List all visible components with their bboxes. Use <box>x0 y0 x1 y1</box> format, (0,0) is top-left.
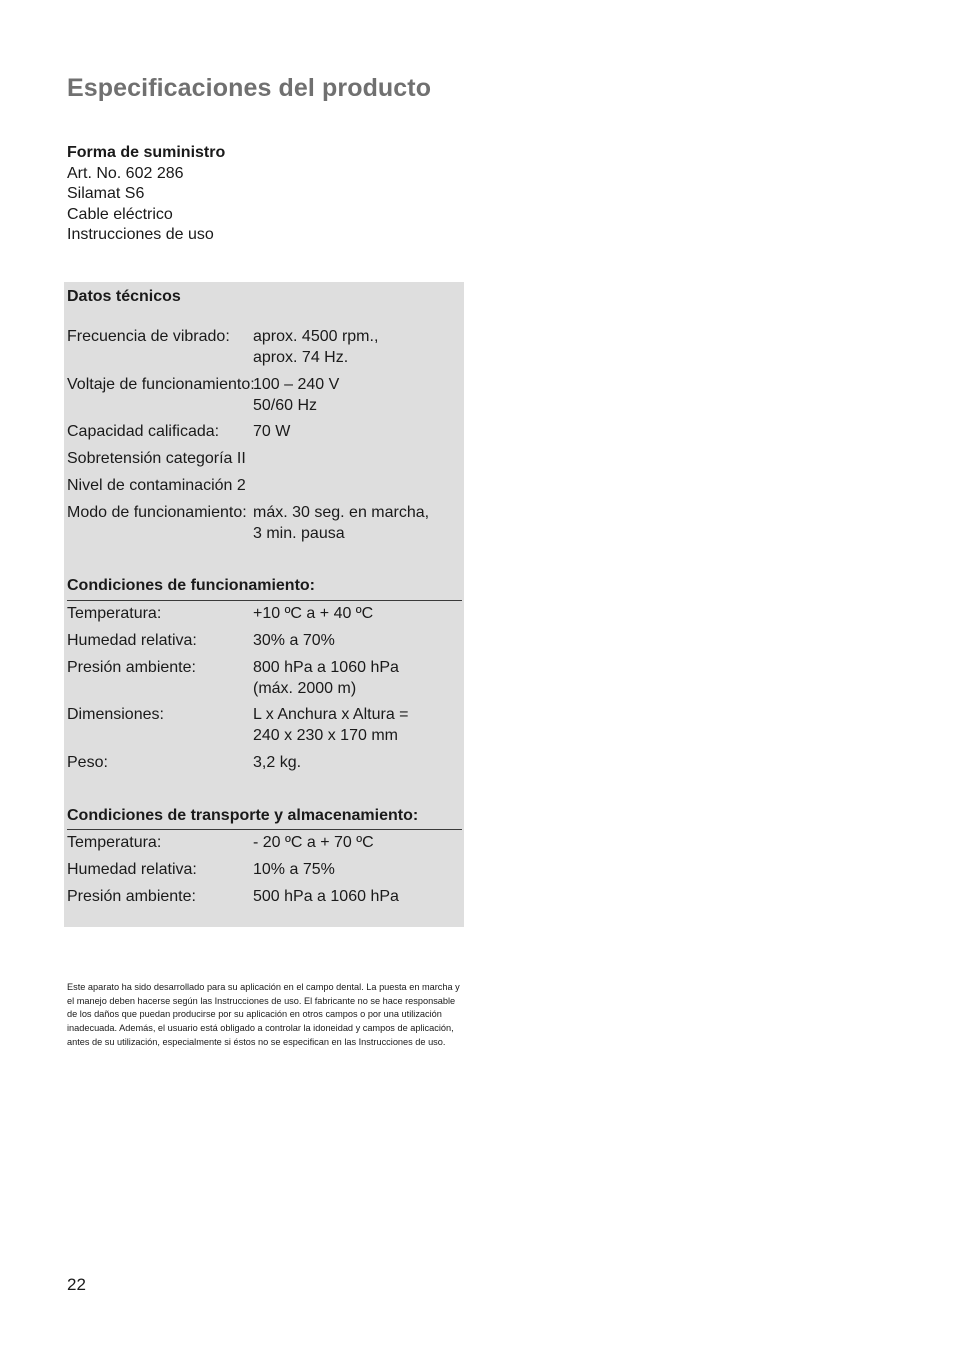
spec-label: Modo de funcionamiento: <box>67 504 247 521</box>
technical-data-box <box>64 282 464 927</box>
supply-section <box>67 143 225 246</box>
operating-heading: Condiciones de funcionamiento: <box>67 577 316 594</box>
spec-value <box>253 375 339 416</box>
spec-value-line: 500 hPa a 1060 hPa <box>253 888 399 905</box>
spec-label: Sobretensión categoría II <box>67 450 246 467</box>
spec-value-line: 240 x 230 x 170 mm <box>253 726 398 744</box>
spec-value-line: 3,2 kg. <box>253 754 302 771</box>
spec-value <box>253 887 399 908</box>
supply-item: Silamat S6 <box>67 185 145 202</box>
spec-value <box>253 833 374 854</box>
spec-value-line: (máx. 2000 m) <box>253 679 357 697</box>
spec-label: Nivel de contaminación 2 <box>67 477 246 494</box>
spec-value-line: - 20 ºC a + 70 ºC <box>253 834 374 851</box>
spec-label: Peso: <box>67 754 108 771</box>
technical-heading: Datos técnicos <box>67 288 181 305</box>
spec-value <box>253 604 373 625</box>
section-divider <box>67 829 462 830</box>
spec-value <box>253 503 429 544</box>
spec-value-line: 30% a 70% <box>253 632 335 649</box>
spec-value-line: aprox. 74 Hz. <box>253 348 349 366</box>
spec-label: Humedad relativa: <box>67 861 197 878</box>
spec-value-line: 70 W <box>253 423 291 440</box>
spec-value-line: 3 min. pausa <box>253 524 345 542</box>
spec-label: Temperatura: <box>67 834 162 851</box>
spec-value <box>253 658 399 699</box>
spec-label: Presión ambiente: <box>67 659 196 676</box>
supply-item: Art. No. 602 286 <box>67 164 184 182</box>
transport-heading: Condiciones de transporte y almacenamiento: <box>67 807 419 824</box>
spec-label: Presión ambiente: <box>67 888 196 905</box>
spec-value-line: L x Anchura x Altura = <box>253 706 409 723</box>
spec-label: Dimensiones: <box>67 706 164 723</box>
spec-value-line: +10 ºC a + 40 ºC <box>253 605 374 622</box>
spec-value <box>253 753 301 774</box>
spec-value <box>253 705 409 746</box>
spec-label: Frecuencia de vibrado: <box>67 328 230 345</box>
spec-value-line: 800 hPa a 1060 hPa <box>253 659 399 676</box>
spec-label: Humedad relativa: <box>67 632 197 649</box>
spec-label: Temperatura: <box>67 605 162 622</box>
spec-value-line: 100 – 240 V <box>253 376 340 393</box>
spec-value-line: máx. 30 seg. en marcha, <box>253 504 430 521</box>
supply-item: Cable eléctrico <box>67 205 173 223</box>
spec-label: Capacidad calificada: <box>67 423 220 440</box>
supply-heading: Forma de suministro <box>67 144 226 161</box>
spec-value-line: 50/60 Hz <box>253 396 318 414</box>
section-divider <box>67 600 462 601</box>
spec-value <box>253 327 378 368</box>
spec-value-line: 10% a 75% <box>253 861 335 878</box>
supply-item: Instrucciones de uso <box>67 226 214 243</box>
spec-value <box>253 422 290 443</box>
disclaimer-text: Este aparato ha sido desarrollado para su aplicación en el campo dental. La puesta en marcha y el manejo deben hacerse según las Instrucciones de uso. El fabricante no se hace responsable de los daños que puedan producirse por su aplicación en otros campos o por una utilización inadecuada. Además, el usuario está obligado a controlar la idoneidad y campos de aplicación, antes de su utilización, especialmente si éstos no se especifican en las Instrucciones de uso. <box>67 982 460 1047</box>
page-title: Especificaciones del producto <box>67 74 432 102</box>
page-number: 22 <box>67 1275 86 1294</box>
spec-value <box>253 631 335 652</box>
spec-label: Voltaje de funcionamiento: <box>67 376 255 393</box>
spec-value <box>253 860 335 881</box>
spec-value-line: aprox. 4500 rpm., <box>253 328 379 345</box>
